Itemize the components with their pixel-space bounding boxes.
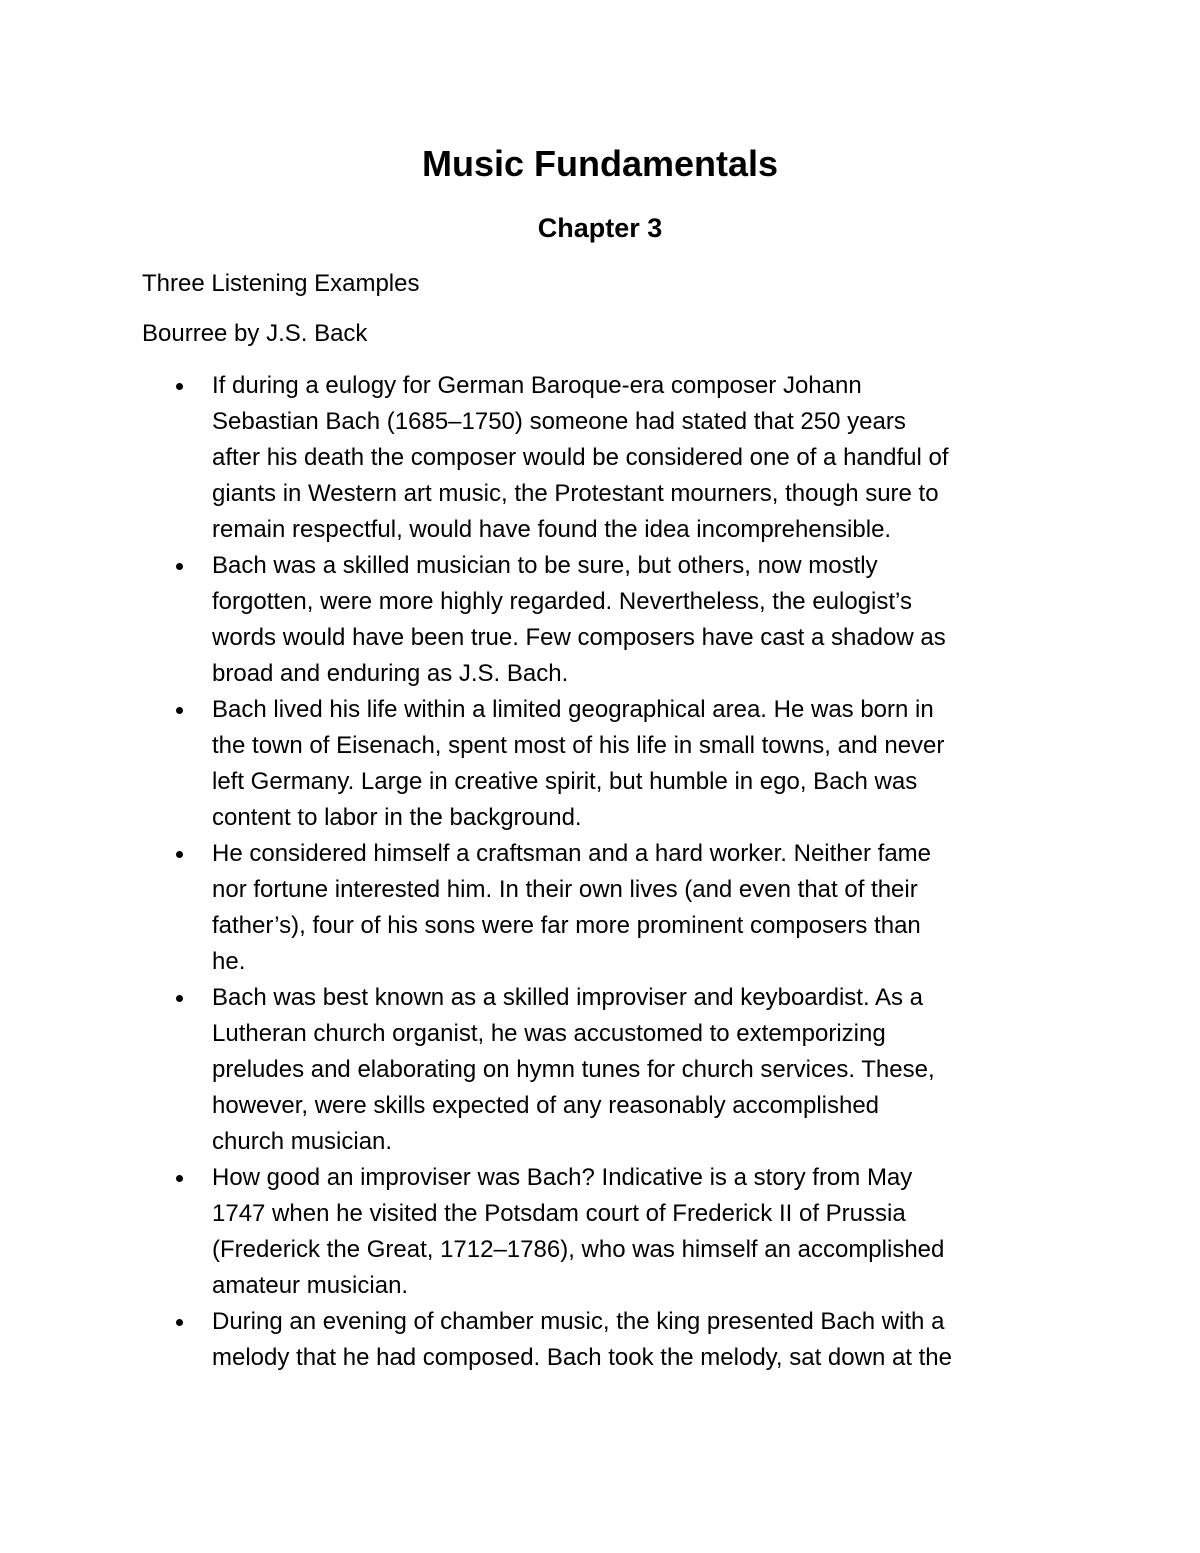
bullet-text-line: giants in Western art music, the Protestant mourners, though sure to: [212, 480, 939, 507]
bullet-text-line: church musician.: [212, 1128, 393, 1155]
bullet-dot-icon: [176, 563, 183, 570]
section-heading-bourree: Bourree by J.S. Back: [142, 320, 368, 347]
bullet-text-line: How good an improviser was Bach? Indicative is a story from May: [212, 1164, 913, 1191]
bullet-text-line: preludes and elaborating on hymn tunes for church services. These,: [212, 1056, 935, 1083]
bullet-list: [142, 368, 1072, 1376]
bullet-item: [142, 836, 1072, 980]
bullet-text-line: Bach was best known as a skilled improviser and keyboardist. As a: [212, 984, 924, 1011]
bullet-text-line: Bach was a skilled musician to be sure, but others, now mostly: [212, 552, 878, 579]
bullet-text-line: the town of Eisenach, spent most of his life in small towns, and never: [212, 732, 945, 759]
bullet-text-line: content to labor in the background.: [212, 804, 582, 831]
bullet-text-line: (Frederick the Great, 1712–1786), who was himself an accomplished: [212, 1236, 945, 1263]
bullet-item: [142, 368, 1072, 548]
bullet-item: [142, 1304, 1072, 1376]
bullet-text-line: after his death the composer would be considered one of a handful of: [212, 444, 949, 471]
bullet-text-line: words would have been true. Few composers have cast a shadow as: [212, 624, 946, 651]
bullet-item: [142, 548, 1072, 692]
bullet-text-line: 1747 when he visited the Potsdam court of Frederick II of Prussia: [212, 1200, 906, 1227]
bullet-text-line: nor fortune interested him. In their own lives (and even that of their: [212, 876, 918, 903]
bullet-text-line: forgotten, were more highly regarded. Nevertheless, the eulogist’s: [212, 588, 912, 615]
bullet-text-line: Sebastian Bach (1685–1750) someone had stated that 250 years: [212, 408, 906, 435]
chapter-heading: Chapter 3: [537, 213, 663, 243]
bullet-text-line: amateur musician.: [212, 1272, 409, 1299]
bullet-text-line: Bach lived his life within a limited geographical area. He was born in: [212, 696, 934, 723]
bullet-dot-icon: [176, 383, 183, 390]
document-title: Music Fundamentals: [421, 143, 779, 184]
bullet-text-line: If during a eulogy for German Baroque-era composer Johann: [212, 372, 862, 399]
bullet-item: [142, 692, 1072, 836]
bullet-text-line: left Germany. Large in creative spirit, but humble in ego, Bach was: [212, 768, 918, 795]
bullet-text-line: father’s), four of his sons were far more prominent composers than: [212, 912, 921, 939]
bullet-text-line: Lutheran church organist, he was accustomed to extemporizing: [212, 1020, 886, 1047]
bullet-text-line: he.: [212, 948, 246, 975]
bullet-text-line: He considered himself a craftsman and a hard worker. Neither fame: [212, 840, 932, 867]
bullet-item: [142, 980, 1072, 1160]
section-heading-listening-examples: Three Listening Examples: [142, 270, 420, 297]
bullet-text-line: broad and enduring as J.S. Bach.: [212, 660, 569, 687]
bullet-dot-icon: [176, 851, 183, 858]
bullet-dot-icon: [176, 1319, 183, 1326]
bullet-text-line: melody that he had composed. Bach took the melody, sat down at the: [212, 1344, 953, 1371]
bullet-text-line: remain respectful, would have found the idea incomprehensible.: [212, 516, 892, 543]
bullet-text-line: During an evening of chamber music, the king presented Bach with a: [212, 1308, 945, 1335]
bullet-text-line: however, were skills expected of any reasonably accomplished: [212, 1092, 880, 1119]
bullet-dot-icon: [176, 995, 183, 1002]
bullet-dot-icon: [176, 1175, 183, 1182]
bullet-dot-icon: [176, 707, 183, 714]
bullet-item: [142, 1160, 1072, 1304]
